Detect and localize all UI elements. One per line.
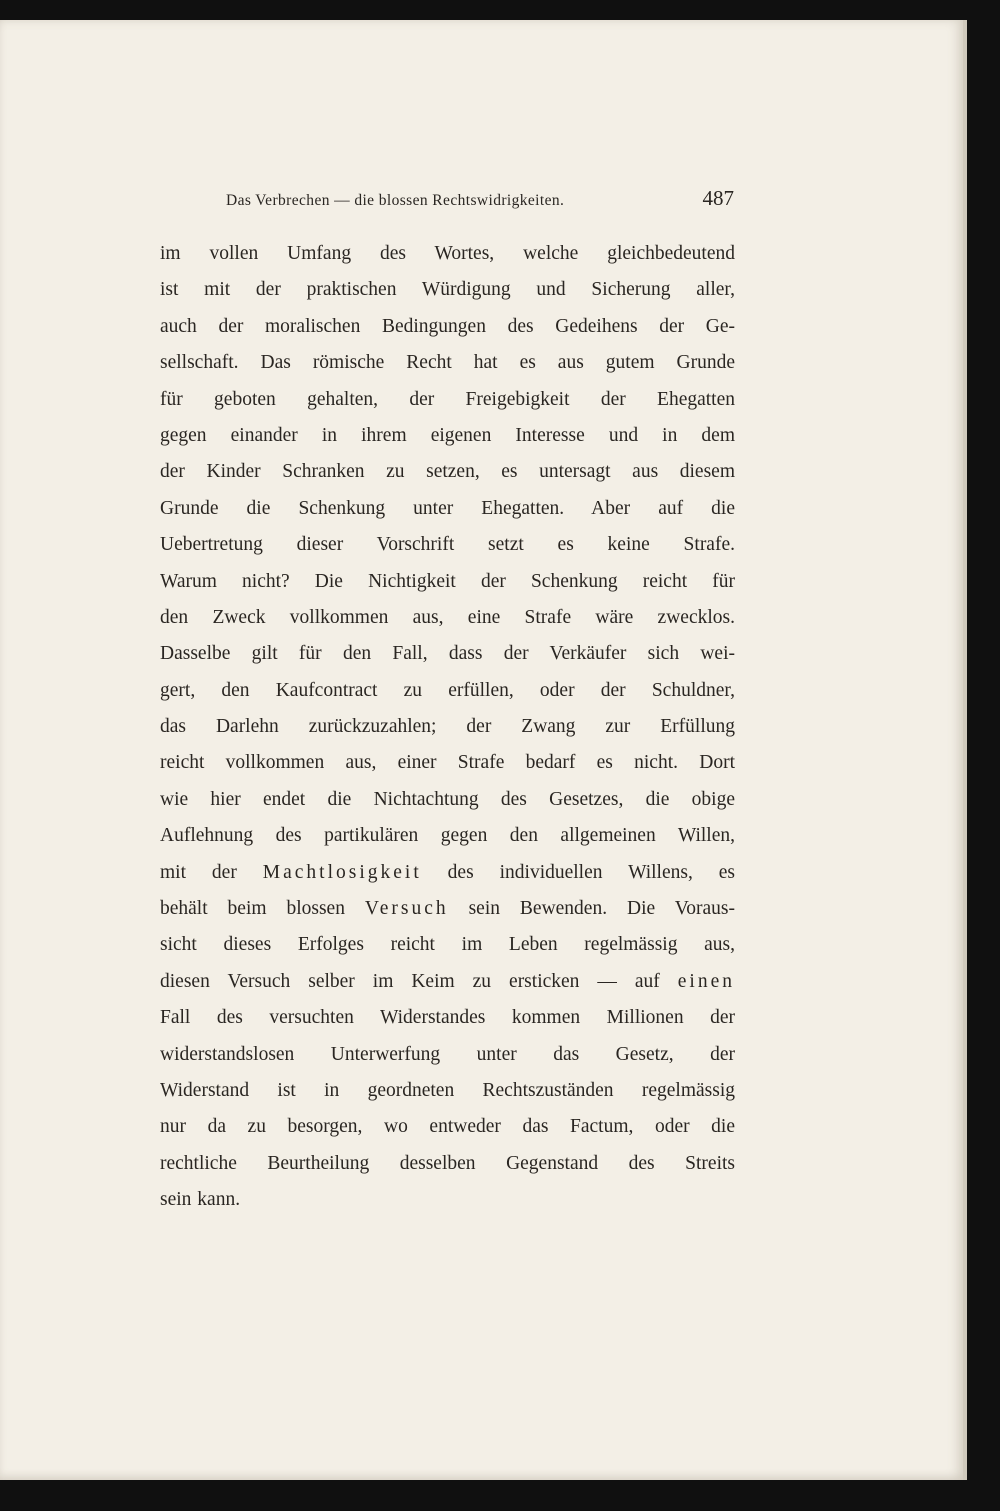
text-segment: Dasselbe gilt für den Fall, dass der Verkäufer sich wei- [160, 643, 735, 665]
text-segment: sein kann. [160, 1189, 241, 1211]
text-segment: Widerstand ist in geordneten Rechtszuständen regelmässig [160, 1079, 735, 1101]
text-segment: diesen Versuch selber im Keim zu ersticken — auf [160, 970, 678, 992]
text-line [160, 1146, 735, 1182]
text-line [160, 382, 735, 418]
spaced-emphasis: Machtlosigkeit [262, 861, 422, 883]
text-line [160, 782, 735, 818]
text-line [160, 891, 735, 927]
text-line [160, 1109, 735, 1145]
running-head [226, 184, 734, 216]
text-line [160, 964, 735, 1000]
text-segment: Auflehnung des partikulären gegen den allgemeinen Willen, [160, 825, 735, 847]
text-line [160, 309, 735, 345]
text-line [160, 1037, 735, 1073]
text-line [160, 345, 735, 381]
text-line [160, 709, 735, 745]
text-segment: sellschaft. Das römische Recht hat es aus gutem Grunde [160, 352, 735, 374]
text-line [160, 1000, 735, 1036]
text-line [160, 491, 735, 527]
text-line [160, 527, 735, 563]
running-head-title: Das Verbrechen — die blossen Rechtswidrigkeiten. [226, 192, 565, 209]
text-segment: widerstandslosen Unterwerfung unter das Gesetz, der [160, 1043, 735, 1065]
text-segment: den Zweck vollkommen aus, eine Strafe wäre zwecklos. [160, 606, 735, 628]
text-line [160, 1073, 735, 1109]
text-segment: der Kinder Schranken zu setzen, es untersagt aus diesem [160, 461, 735, 483]
text-segment: sein Bewenden. Die Voraus- [448, 898, 735, 920]
text-line [160, 272, 735, 308]
text-segment: gert, den Kaufcontract zu erfüllen, oder der Schuldner, [160, 679, 735, 701]
text-segment: Warum nicht? Die Nichtigkeit der Schenkung reicht für [160, 570, 735, 592]
text-segment: Fall des versuchten Widerstandes kommen Millionen der [160, 1007, 735, 1029]
page-number: 487 [702, 186, 734, 210]
text-segment: mit der [160, 861, 263, 883]
spaced-emphasis: einen [677, 970, 735, 992]
page-edge [963, 20, 967, 1480]
text-segment: reicht vollkommen aus, einer Strafe bedarf es nicht. Dort [160, 752, 735, 774]
text-segment: rechtliche Beurtheilung desselben Gegenstand des Streits [160, 1152, 735, 1174]
text-line [160, 855, 735, 891]
text-segment: Uebertretung dieser Vorschrift setzt es keine Strafe. [160, 534, 735, 556]
text-line [160, 418, 735, 454]
text-segment: im vollen Umfang des Wortes, welche gleichbedeutend [160, 243, 735, 264]
spaced-emphasis: Versuch [364, 898, 449, 920]
text-line [160, 600, 735, 636]
text-segment: für geboten gehalten, der Freigebigkeit der Ehegatten [160, 388, 735, 410]
text-segment: auch der moralischen Bedingungen des Gedeihens der Ge- [160, 315, 735, 337]
text-segment: sicht dieses Erfolges reicht im Leben regelmässig aus, [160, 934, 735, 956]
text-line [160, 927, 735, 963]
text-segment: wie hier endet die Nichtachtung des Gesetzes, die obige [160, 788, 735, 810]
text-segment: ist mit der praktischen Würdigung und Sicherung aller, [160, 279, 735, 301]
text-line [160, 236, 735, 272]
body-text [160, 236, 735, 1219]
text-segment: gegen einander in ihrem eigenen Interesse und in dem [160, 424, 735, 446]
text-line [160, 745, 735, 781]
text-segment: das Darlehn zurückzuzahlen; der Zwang zur Erfüllung [160, 716, 735, 738]
text-line [160, 636, 735, 672]
text-line [160, 1182, 735, 1218]
text-segment: behält beim blossen [160, 898, 365, 920]
text-segment: des individuellen Willens, es [421, 861, 735, 883]
text-line [160, 818, 735, 854]
text-line [160, 673, 735, 709]
text-line [160, 564, 735, 600]
text-segment: nur da zu besorgen, wo entweder das Factum, oder die [160, 1116, 735, 1138]
text-line [160, 454, 735, 490]
text-segment: Grunde die Schenkung unter Ehegatten. Aber auf die [160, 497, 735, 519]
